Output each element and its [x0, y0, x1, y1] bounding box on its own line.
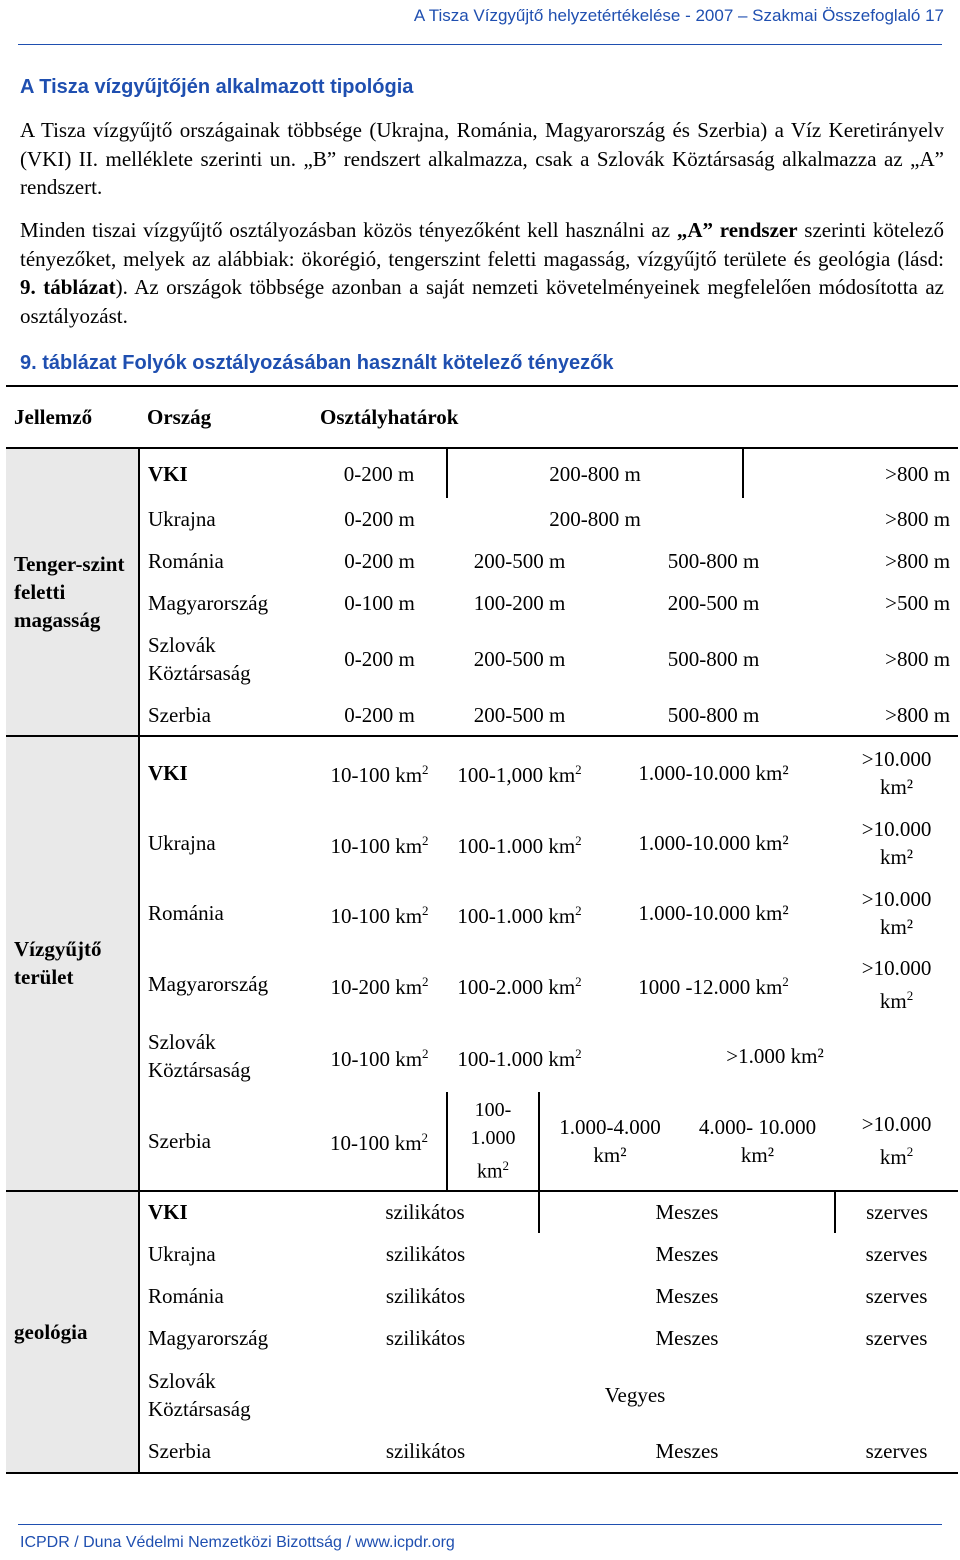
value-text: 100-1.000 km [457, 1046, 576, 1071]
country-cell: VKI [148, 461, 188, 486]
value-cell: >10.000 km² [861, 887, 932, 939]
superscript: 2 [502, 1158, 510, 1173]
value-text: 10-100 km [330, 833, 423, 858]
superscript: 2 [422, 973, 429, 989]
value-cell: 0-200 m [312, 694, 447, 736]
value-cell [447, 1092, 539, 1191]
value-cell: Meszes [655, 1325, 719, 1350]
superscript: 2 [422, 1045, 429, 1061]
value-text: 10-100 km [329, 1131, 422, 1156]
table-row [6, 582, 958, 624]
value-cell: szilikátos [312, 1431, 539, 1473]
paragraph-2-bold-b: 9. táblázat [20, 275, 116, 299]
country-cell: Ukrajna [148, 1241, 216, 1266]
value-cell [447, 948, 592, 1020]
table-row [6, 736, 958, 808]
value-cell: 1.000-10.000 km² [638, 831, 789, 855]
country-cell: Románia [148, 901, 224, 925]
category-geology: geológia [6, 1191, 139, 1473]
paragraph-2-text-a: Minden tiszai vízgyűjtő osztályozásban közös tényezőként kell használni az [20, 218, 677, 242]
table-row [6, 1233, 958, 1275]
country-cell: Szerbia [139, 1092, 312, 1191]
country-cell: VKI [148, 760, 188, 785]
table-row [6, 1092, 958, 1191]
paragraph-2-bold-a: „A” rendszer [676, 218, 798, 242]
country-cell: Szerbia [139, 694, 312, 736]
value-cell: 200-500 m [447, 694, 592, 736]
superscript: 2 [422, 832, 429, 848]
paragraph-2 [20, 216, 944, 330]
category-catchment: Vízgyűjtő terület [6, 736, 139, 1191]
value-cell: 0-200 m [343, 461, 415, 486]
value-cell: Meszes [539, 1191, 835, 1233]
table-row [6, 1359, 958, 1431]
country-cell: Szlovák Köztársaság [148, 1368, 251, 1421]
value-cell: 500-800 m [592, 694, 835, 736]
value-cell: 1.000-4.000 km² [539, 1092, 680, 1191]
value-cell: >800 m [835, 694, 958, 736]
country-cell: Szlovák Köztársaság [148, 1030, 251, 1082]
classification-table [6, 385, 958, 1474]
header-rule [18, 44, 942, 45]
value-cell: szerves [865, 1283, 928, 1308]
value-cell: 200-500 m [473, 549, 566, 573]
value-text: 10-100 km [330, 1046, 423, 1071]
table-row [6, 1275, 958, 1317]
value-cell [835, 1092, 958, 1191]
value-cell: szerves [865, 1241, 928, 1266]
value-text: 10-100 km [330, 763, 423, 787]
value-cell: >800 m [885, 507, 951, 531]
value-text: 100-1.000 km [457, 833, 576, 858]
value-cell: 0-200 m [344, 549, 415, 573]
value-cell: >10.000 km² [861, 746, 932, 799]
section-title: A Tisza vízgyűjtőjén alkalmazott tipológia [20, 76, 414, 98]
value-cell: >800 m [885, 647, 951, 671]
header-feature: Jellemző [6, 386, 139, 448]
table-row [6, 1020, 958, 1092]
value-cell: >800 m [743, 448, 958, 498]
value-text: 100-1,000 km [457, 763, 576, 787]
superscript: 2 [422, 762, 429, 777]
value-cell: 500-800 m [667, 647, 760, 671]
table-row [6, 948, 958, 1020]
table-caption: 9. táblázat Folyók osztályozásában használt kötelező tényezők [20, 352, 614, 374]
superscript: 2 [575, 762, 582, 777]
table-row [6, 878, 958, 948]
value-cell: 1.000-10.000 km² [638, 901, 789, 925]
paragraph-1: A Tisza vízgyűjtő országainak többsége (Ukrajna, Románia, Magyarország és Szerbia) a Víz Keretirányelv (VKI) II. melléklete szerinti un. „B” rendszert alkalmazza, csak a Szlovák Köztársaság alkalmazza az „A” rendszert. [20, 118, 944, 199]
value-cell: Meszes [655, 1283, 719, 1308]
value-text: 100-1.000 km [457, 903, 576, 928]
country-cell: Magyarország [148, 591, 269, 615]
country-cell: Szlovák Köztársaság [148, 633, 251, 685]
value-cell: szerves [835, 1191, 958, 1233]
value-cell: Vegyes [604, 1382, 666, 1407]
table-row [6, 448, 958, 498]
superscript: 2 [782, 973, 789, 989]
value-cell: Meszes [655, 1241, 719, 1266]
superscript: 2 [421, 1130, 429, 1146]
table-row [6, 624, 958, 694]
value-text: 10-200 km [330, 974, 423, 999]
paragraph-2-text-c: ). Az országok többsége azonban a saját nemzeti követelményeinek megfelelően módosította az osztályozást. [20, 275, 944, 328]
value-cell: Meszes [539, 1431, 835, 1473]
value-cell [447, 736, 592, 808]
superscript: 2 [906, 1144, 914, 1160]
value-cell: 500-800 m [667, 549, 760, 573]
value-cell: 4.000- 10.000 km² [680, 1092, 835, 1191]
paragraph-2-text-b: szerinti kötelező tényezőket, melyek az alábbiak: ökorégió, tengerszint feletti magasság, vízgyűjtő területe és geológia (lásd: [20, 218, 944, 271]
value-cell [312, 948, 447, 1020]
value-text: 100- 1.000 km [470, 1099, 516, 1183]
country-cell: Románia [148, 1283, 224, 1308]
table-header-row [6, 386, 958, 448]
value-cell: szilikátos [385, 1200, 465, 1225]
value-cell: >1.000 km² [726, 1044, 824, 1068]
table-row [6, 694, 958, 736]
table-row [6, 1191, 958, 1233]
value-cell [447, 808, 592, 878]
value-cell: 200-800 m [549, 507, 641, 531]
value-text: >10.000 km [861, 955, 932, 1013]
value-text: 10-100 km [330, 903, 423, 928]
value-cell [592, 948, 835, 1020]
value-cell [312, 1092, 447, 1191]
value-cell: szerves [865, 1325, 928, 1350]
value-cell: >10.000 km² [861, 817, 932, 869]
superscript: 2 [422, 902, 429, 918]
value-cell: szilikátos [385, 1283, 466, 1308]
table-row [6, 498, 958, 540]
value-cell: 0-100 m [344, 591, 415, 615]
header-bounds: Osztályhatárok [312, 386, 958, 448]
country-cell: VKI [148, 1200, 188, 1225]
value-text: 1000 -12.000 km [638, 974, 783, 999]
value-cell: 200-800 m [447, 448, 743, 498]
value-cell: szilikátos [385, 1241, 466, 1266]
superscript: 2 [906, 987, 914, 1003]
value-cell [312, 1020, 447, 1092]
value-cell [312, 808, 447, 878]
country-cell: Ukrajna [148, 831, 216, 855]
table-row [6, 540, 958, 582]
table-row [6, 1317, 958, 1359]
header-country: Ország [139, 386, 312, 448]
value-cell: 0-200 m [344, 507, 415, 531]
country-cell: Szerbia [139, 1431, 312, 1473]
value-cell [447, 878, 592, 948]
value-cell: szilikátos [385, 1325, 466, 1350]
value-cell: 1.000-10.000 km² [638, 760, 789, 785]
value-cell [312, 878, 447, 948]
country-cell: Magyarország [148, 1325, 269, 1350]
superscript: 2 [575, 902, 582, 918]
value-cell: >800 m [885, 549, 951, 573]
value-cell [312, 736, 447, 808]
country-cell: Románia [148, 549, 224, 573]
value-cell [447, 1020, 592, 1092]
country-cell: Magyarország [148, 972, 269, 996]
running-header: A Tisza Vízgyűjtő helyzetértékelése - 2007 – Szakmai Összefoglaló 17 [413, 6, 944, 25]
value-text: 100-2.000 km [457, 974, 576, 999]
value-cell: >500 m [885, 591, 951, 615]
value-cell: 200-500 m [473, 647, 566, 671]
value-cell: 200-500 m [667, 591, 760, 615]
superscript: 2 [575, 1045, 582, 1061]
superscript: 2 [575, 832, 582, 848]
category-altitude: Tenger-szint feletti magasság [6, 448, 139, 736]
value-cell [835, 948, 958, 1020]
value-cell: 100-200 m [473, 591, 566, 615]
value-text: >10.000 km [861, 1112, 932, 1170]
value-cell: szerves [835, 1431, 958, 1473]
footer-rule [18, 1524, 942, 1525]
table-row [6, 808, 958, 878]
table-row [6, 1431, 958, 1473]
superscript: 2 [575, 973, 582, 989]
country-cell: Ukrajna [148, 507, 216, 531]
footer-text: ICPDR / Duna Védelmi Nemzetközi Bizottság / www.icpdr.org [20, 1534, 455, 1551]
value-cell: 0-200 m [344, 647, 415, 671]
